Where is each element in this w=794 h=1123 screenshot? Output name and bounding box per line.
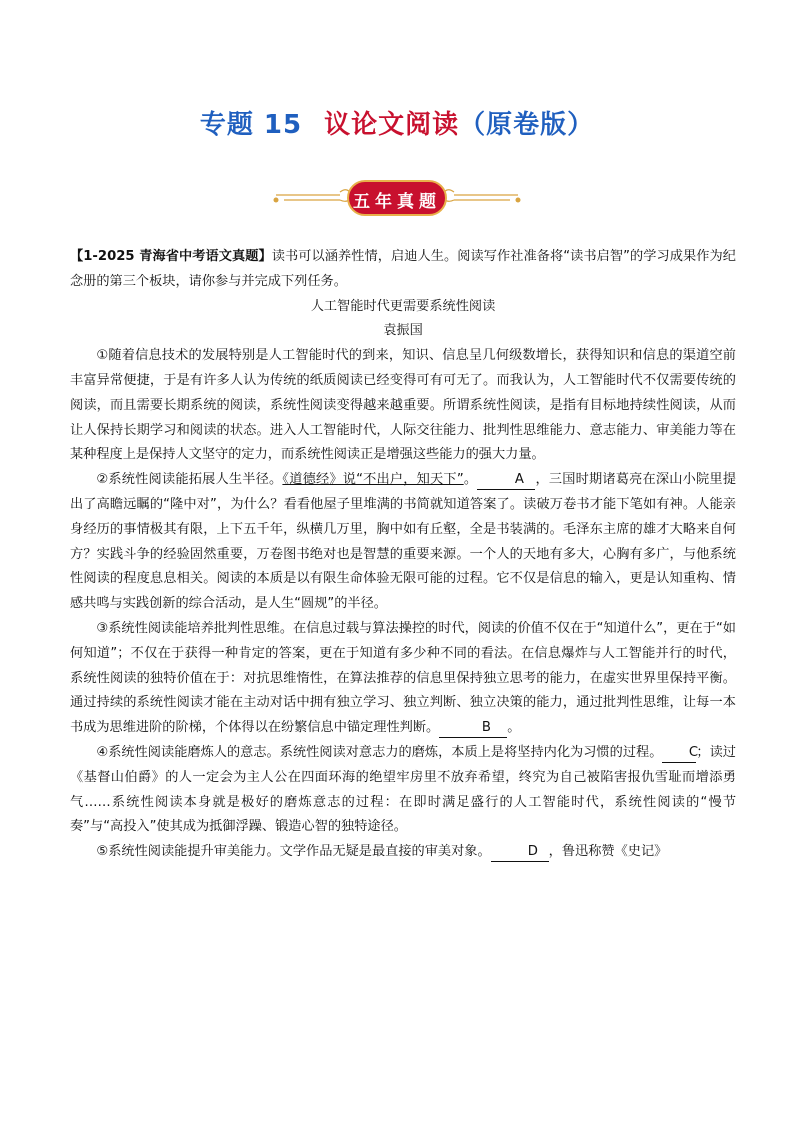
paragraph-3 [70, 617, 736, 741]
paragraph-5 [70, 840, 736, 865]
title-topic: 专题 15 [199, 110, 303, 140]
blank-a[interactable]: A [477, 471, 535, 490]
section-banner-label: 五年真题 [353, 192, 441, 212]
paragraph-2-lead: ②系统性阅读能拓展人生半径。 [96, 472, 283, 488]
article-title: 人工智能时代更需要系统性阅读 [310, 298, 496, 314]
intro-text: 读书可以涵养性情，启迪人生。阅读写作社准备将“读书启智”的学习成果作为纪念册的第三个板块，请你参与并完成下列任务。 [70, 249, 736, 289]
paragraph-4-rest: ；读过《基督山伯爵》的人一定会为主人公在四面环海的绝望牢房里不放弃希望，终究为自己被陷害报仇雪耻而增添勇气……系统性阅读本身就是极好的磨炼意志的过程：在即时满足盛行的人工智能时代，系统性阅读的“慢节奏”与“高投入”使其成为抵御浮躁、锻造心智的独特途径。 [70, 744, 736, 835]
article-author: 袁振国 [383, 323, 423, 339]
paragraph-2-rest: ，三国时期诸葛亮在深山小院里提出了高瞻远瞩的“隆中对”，为什么？看看他屋子里堆满的书简就知道答案了。读破万卷书才能下笔如有神。人能亲身经历的事情极其有限，上下五千年，纵横几万里，胸中如有丘壑，全是书装满的。毛泽东主席的雄才大略来自何方？实践斗争的经验固然重要，万卷图书绝对也是智慧的重要来源。一个人的天地有多大，心胸有多广，与他系统性阅读的程度息息相关。阅读的本质是以有限生命体验无限可能的过程。它不仅是信息的输入，更是认知重构、情感共鸣与实践创新的综合活动，是人生“圆规”的半径。 [70, 472, 737, 612]
title-main: 议论文阅读 [324, 110, 460, 140]
question-content [70, 245, 736, 865]
paragraph-3-end: 。 [507, 720, 521, 736]
title-edition: （原卷版） [459, 110, 595, 140]
page-title [0, 104, 794, 141]
paragraph-4 [70, 741, 736, 840]
blank-b[interactable]: B [439, 719, 507, 738]
source-tag: 【1-2025 青海省中考语文真题】 [70, 249, 272, 264]
intro-paragraph [70, 245, 736, 295]
blank-d[interactable]: D [491, 843, 549, 862]
paragraph-5-rest: ，鲁迅称赞《史记》 [548, 844, 668, 860]
paragraph-2-punct: 。 [463, 472, 478, 488]
paragraph-4-lead: ④系统性阅读能磨炼人的意志。系统性阅读对意志力的磨炼，本质上是将坚持内化为习惯的过程。 [96, 744, 663, 760]
blank-c[interactable]: C [662, 744, 696, 763]
paragraph-1: ①随着信息技术的发展特别是人工智能时代的到来，知识、信息呈几何级数增长，获得知识和信息的渠道空前丰富异常便捷，于是有许多人认为传统的纸质阅读已经变得可有可无了。而我认为，人工智能时代不仅需要传统的阅读，而且需要长期系统的阅读，系统性阅读变得越来越重要。所谓系统性阅读，是指有目标地持续性阅读，从而让人保持长期学习和阅读的状态。进入人工智能时代，人际交往能力、批判性思维能力、意志能力、审美能力等在某种程度上是保持人文坚守的定力，而系统性阅读正是增强这些能力的强大力量。 [70, 348, 736, 463]
paragraph-5-lead: ⑤系统性阅读能提升审美能力。文学作品无疑是最直接的审美对象。 [96, 844, 491, 860]
quote-daodejing: 《道德经》说“不出户，知天下” [282, 472, 464, 488]
paragraph-3-text: ③系统性阅读能培养批判性思维。在信息过载与算法操控的时代，阅读的价值不仅在于“知道什么”，更在于“如何知道”；不仅在于获得一种肯定的答案，更在于知道有多少种不同的看法。在信息爆炸与人工智能并行的时代，系统性阅读的独特价值在于：对抗思维惰性，在算法推荐的信息里保持独立思考的能力，在虚实世界里保持平衡。通过持续的系统性阅读才能在主动对话中拥有独立学习、独立判断、独立决策的能力，通过批判性思维，让每一本书成为思维进阶的阶梯，个体得以在纷繁信息中锚定理性判断。 [70, 620, 736, 736]
paragraph-2 [70, 468, 736, 617]
